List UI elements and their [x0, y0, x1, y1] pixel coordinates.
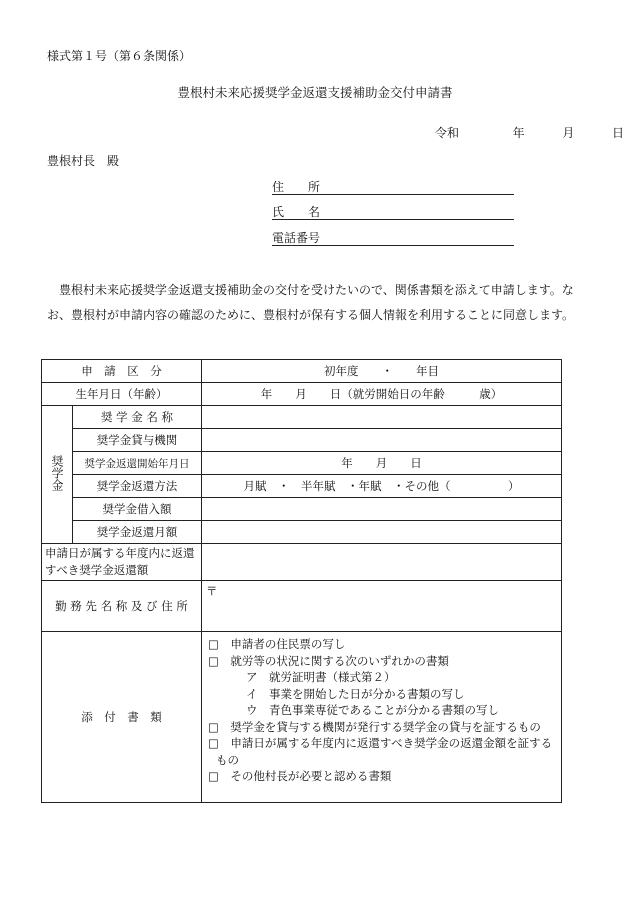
recipient-line: 豊根村長 殿: [47, 154, 120, 168]
attachment-item[interactable]: □ 申請日が属する年度内に返還すべき奨学金の返還金額を証するもの: [208, 736, 553, 767]
scholarship-group-label: 奨学金: [42, 406, 73, 544]
postal-mark: 〒: [206, 584, 218, 598]
date-era: 令和: [435, 126, 460, 140]
birthdate-value[interactable]: 年 月 日（就労開始日の年齢 歳）: [202, 383, 562, 406]
attachment-item[interactable]: □ 申請者の住民票の写し: [208, 637, 346, 651]
name-field[interactable]: [272, 203, 514, 220]
monthly-repayment-label: 奨学金返還月額: [73, 521, 202, 544]
date-line: [435, 124, 624, 141]
date-year: 年: [512, 126, 525, 140]
phone-field[interactable]: [272, 229, 514, 246]
birthdate-label: 生年月日（年齢）: [42, 383, 202, 406]
consent-paragraph: 豊根村未来応援奨学金返還支援補助金の交付を受けたいので、関係書類を添えて申請します。なお、豊根村が申請内容の確認のために、豊根村が保有する個人情報を利用することに同意します。: [47, 283, 575, 322]
attachment-subitem: ウ 青色事業専従であることが分かる書類の写し: [246, 703, 499, 717]
borrowed-amount-value[interactable]: [202, 498, 562, 521]
attachments-list: [202, 632, 562, 803]
monthly-repayment-value[interactable]: [202, 521, 562, 544]
scholarship-lender-value[interactable]: [202, 429, 562, 452]
date-month: 月: [562, 126, 575, 140]
attachment-item[interactable]: □ その他村長が必要と認める書類: [208, 769, 392, 783]
table-row: [42, 406, 562, 429]
scholarship-name-value[interactable]: [202, 406, 562, 429]
repayment-start-value[interactable]: 年 月 日: [202, 452, 562, 475]
address-label: 住 所: [272, 180, 321, 194]
table-row: [42, 581, 562, 632]
workplace-label: 勤 務 先 名 称 及 び 住 所: [42, 581, 202, 632]
table-row: [42, 429, 562, 452]
date-day: 日: [612, 126, 625, 140]
form-number-label: 様式第１号（第６条関係）: [47, 49, 192, 63]
table-row: [42, 632, 562, 803]
repayment-start-label: 奨学金返還開始年月日: [73, 452, 202, 475]
table-row: [42, 498, 562, 521]
address-field[interactable]: [272, 178, 514, 195]
attachments-label: 添 付 書 類: [42, 632, 202, 803]
table-row: [42, 475, 562, 498]
attachment-item[interactable]: □ 就労等の状況に関する次のいずれかの書類: [208, 653, 449, 668]
attachment-item[interactable]: □ 奨学金を貸与する機関が発行する奨学金の貸与を証するもの: [208, 719, 541, 734]
workplace-value[interactable]: [202, 581, 562, 632]
table-row: [42, 544, 562, 581]
scholarship-lender-label: 奨学金貸与機関: [73, 429, 202, 452]
annual-repayment-label: 申請日が属する年度内に返還すべき奨学金返還額: [42, 544, 202, 581]
table-row: [42, 360, 562, 383]
attachment-subitem: ア 就労証明書（様式第２）: [246, 670, 396, 684]
repayment-method-label: 奨学金返還方法: [73, 475, 202, 498]
table-row: [42, 383, 562, 406]
phone-label: 電話番号: [272, 231, 321, 245]
table-row: [42, 452, 562, 475]
document-title: 豊根村未来応援奨学金返還支援補助金交付申請書: [177, 85, 453, 100]
application-table: [41, 359, 562, 803]
table-row: [42, 521, 562, 544]
application-category-label: 申 請 区 分: [42, 360, 202, 383]
application-category-value[interactable]: 初年度 ・ 年目: [202, 360, 562, 383]
scholarship-name-label: 奨 学 金 名 称: [73, 406, 202, 429]
annual-repayment-value[interactable]: [202, 544, 562, 581]
name-label: 氏 名: [272, 205, 321, 219]
attachment-subitem: イ 事業を開始した日が分かる書類の写し: [246, 686, 465, 701]
borrowed-amount-label: 奨学金借入額: [73, 498, 202, 521]
repayment-method-value[interactable]: 月賦 ・ 半年賦 ・年賦 ・その他（ ）: [202, 475, 562, 498]
